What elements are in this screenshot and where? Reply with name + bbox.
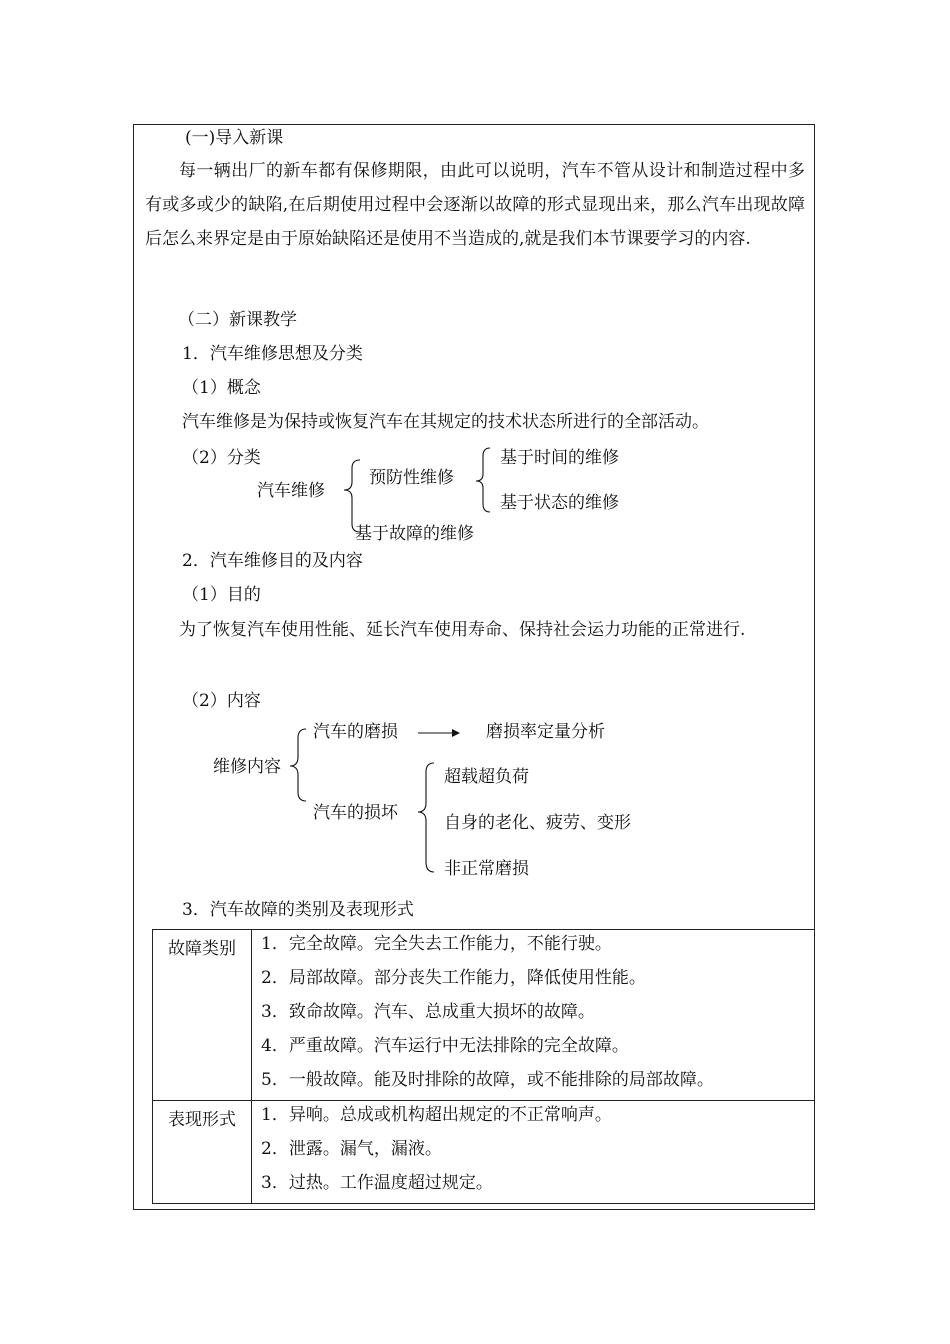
- section-2-purpose-label: （1）目的: [182, 585, 261, 605]
- tree1-branch-fault: 基于故障的维修: [355, 524, 474, 544]
- tree2-leaf-abnormal-wear: 非正常磨损: [444, 859, 529, 879]
- intro-heading: (一)导入新课: [185, 128, 284, 148]
- tree1-leaf-time: 基于时间的维修: [500, 448, 619, 468]
- section-1-title: 1．汽车维修思想及分类: [182, 344, 363, 364]
- table-row-forms: [153, 1101, 815, 1204]
- form-item: 3．过热。工作温度超过规定。: [261, 1173, 493, 1193]
- tree2-branch-damage: 汽车的损坏: [313, 803, 398, 823]
- form-item: 2．泄露。漏气，漏液。: [261, 1139, 442, 1159]
- section-1-concept-text: 汽车维修是为保持或恢复汽车在其规定的技术状态所进行的全部活动。: [182, 412, 709, 432]
- section-2-content-label: （2）内容: [182, 691, 261, 711]
- teaching-heading: （二）新课教学: [178, 310, 297, 330]
- table-row-categories: [153, 930, 815, 1101]
- section-3-title: 3．汽车故障的类别及表现形式: [182, 900, 414, 920]
- categories-cell: [252, 930, 815, 1101]
- tree1-branch-preventive: 预防性维修: [369, 468, 454, 488]
- category-item: 4．严重故障。汽车运行中无法排除的完全故障。: [261, 1036, 629, 1056]
- form-item: 1．异响。总成或机构超出规定的不正常响声。: [261, 1105, 612, 1125]
- tree1-root: 汽车维修: [257, 481, 325, 501]
- section-1-class-label: （2）分类: [182, 448, 261, 468]
- intro-paragraph: 每一辆出厂的新车都有保修期限，由此可以说明，汽车不管从设计和制造过程中多有或多或少的缺陷,在后期使用过程中会逐渐以故障的形式显现出来，那么汽车出现故障后怎么来界定是由于原始缺陷还是使用不当造成的,就是我们本节课要学习的内容.: [145, 161, 805, 249]
- section-2-purpose-text: 为了恢复汽车使用性能、延长汽车使用寿命、保持社会运力功能的正常进行.: [179, 620, 746, 640]
- categories-header: 故障类别: [153, 930, 252, 1101]
- section-1-concept-label: （1）概念: [182, 378, 261, 398]
- category-item: 2．局部故障。部分丧失工作能力，降低使用性能。: [261, 968, 646, 988]
- category-item: 5．一般故障。能及时排除的故障，或不能排除的局部故障。: [261, 1070, 714, 1090]
- forms-header: 表现形式: [153, 1101, 252, 1204]
- tree2-root: 维修内容: [213, 757, 281, 777]
- section-2-title: 2．汽车维修目的及内容: [182, 551, 363, 571]
- tree1-leaf-state: 基于状态的维修: [500, 493, 619, 513]
- category-item: 1．完全故障。完全失去工作能力，不能行驶。: [261, 934, 612, 954]
- tree2-branch-wear: 汽车的磨损: [313, 722, 398, 742]
- tree2-leaf-overload: 超载超负荷: [444, 767, 529, 787]
- forms-cell: [252, 1101, 815, 1204]
- frame-bottom-line: [133, 1209, 815, 1210]
- category-item: 3．致命故障。汽车、总成重大损坏的故障。: [261, 1002, 595, 1022]
- tree2-leaf-aging: 自身的老化、疲劳、变形: [444, 813, 631, 833]
- tree2-arrow-target: 磨损率定量分析: [486, 722, 605, 742]
- fault-table: [152, 929, 815, 1204]
